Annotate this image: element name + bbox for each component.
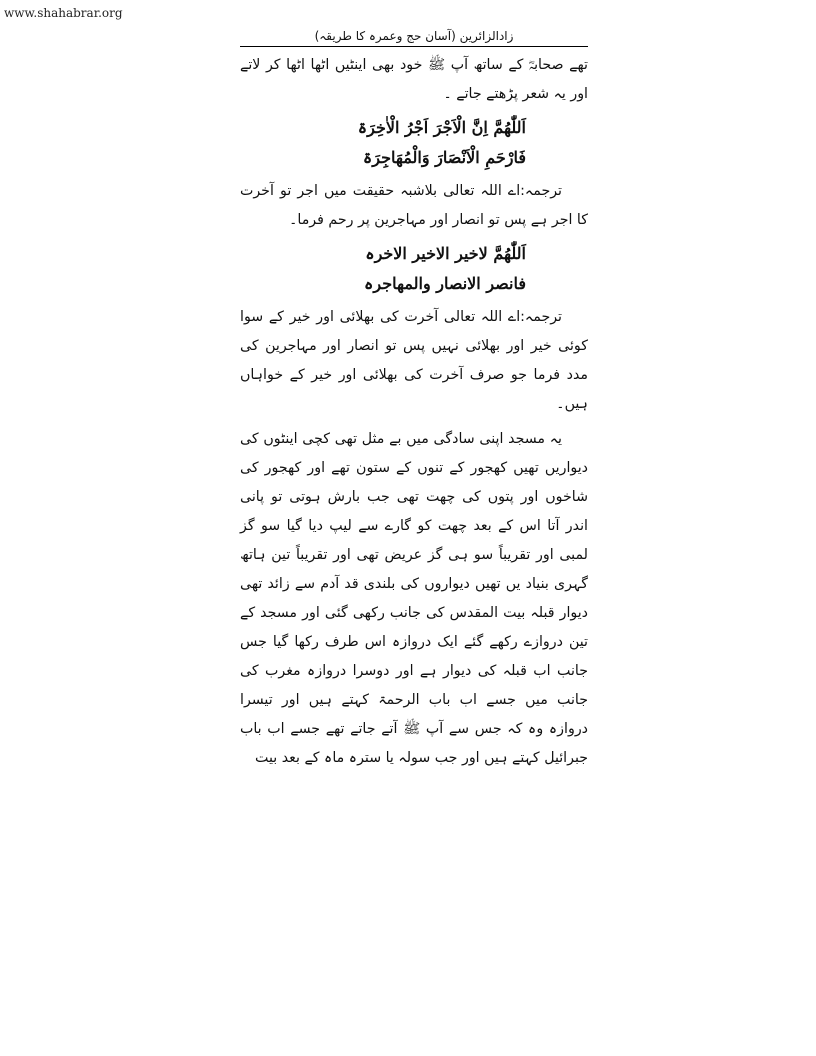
paragraph-intro: تھے صحابہؓ کے ساتھ آپ ﷺ خود بھی اینٹیں اٹھا اٹھا کر لاتے اور یہ شعر پڑھتے جاتے ۔ (240, 57, 588, 102)
paragraph-mosque-description: یہ مسجد اپنی سادگی میں بے مثل تھی کچی اینٹوں کی دیواریں تھیں کھجور کے تنوں کے ستون تھے اور کھجور کی شاخوں اور پتوں کی چھت تھی جب بارش ہوتی تو پانی اندر آتا اس کے بعد چھت کو گارے سے لیپ دیا گیا سو گز لمبی اور تقریباً سو ہی گز عریض تھی اور تقریباً تین ہاتھ گہری بنیاد یں تھیں دیواروں کی بلندی قد آدم سے زائد تھی دیوار قبلہ بیت المقدس کی جانب رکھی گئی اور مسجد کے تین دروازے رکھے گئے ایک دروازہ اس طرف رکھا گیا جس جانب اب قبلہ کی دیوار ہے اور دوسرا دروازہ مغرب کی جانب میں جسے اب باب الرحمۃ کہتے ہیں اور تیسرا دروازہ وہ کہ جس سے آپ ﷺ آتے جاتے تھے جسے اب باب جبرائیل کہتے ہیں اور جب سولہ یا سترہ ماہ کے بعد بیت (240, 431, 588, 766)
arabic-verse-2-line-2: فانصر الانصار والمھاجرہ (364, 274, 526, 293)
arabic-verse-2-line-1: اَللّٰھُمَّ لاخیر الاخیر الاخرہ (365, 244, 526, 263)
book-page (240, 26, 588, 773)
translation-1: ترجمہ:اے اللہ تعالی بلاشبہ حقیقت میں اجر تو آخرت کا اجر ہے پس تو انصار اور مہاجرین پر رحم فرما۔ (240, 183, 588, 228)
running-head: زادالزائرین (آسان حج وعمرہ کا طریقہ) (240, 26, 588, 47)
translation-2: ترجمہ:اے اللہ تعالی آخرت کی بھلائی اور خیر کے سوا کوئی خیر اور بھلائی نہیں پس تو انصار اور مہاجرین کی مدد فرما جو صرف آخرت کی بھلائی اور خیر کے خواہاں ہیں۔ (240, 309, 588, 412)
arabic-verse-1-line-2: فَارْحَمِ الْاَنْصَارَ وَالْمُھَاجِرَۃ (362, 148, 526, 167)
arabic-verse-1-line-1: اَللّٰھُمَّ اِنَّ الْاَجْرَ اَجْرُ الْاٰخِرَۃ (357, 118, 526, 137)
site-watermark: www.shahabrar.org (4, 6, 123, 20)
